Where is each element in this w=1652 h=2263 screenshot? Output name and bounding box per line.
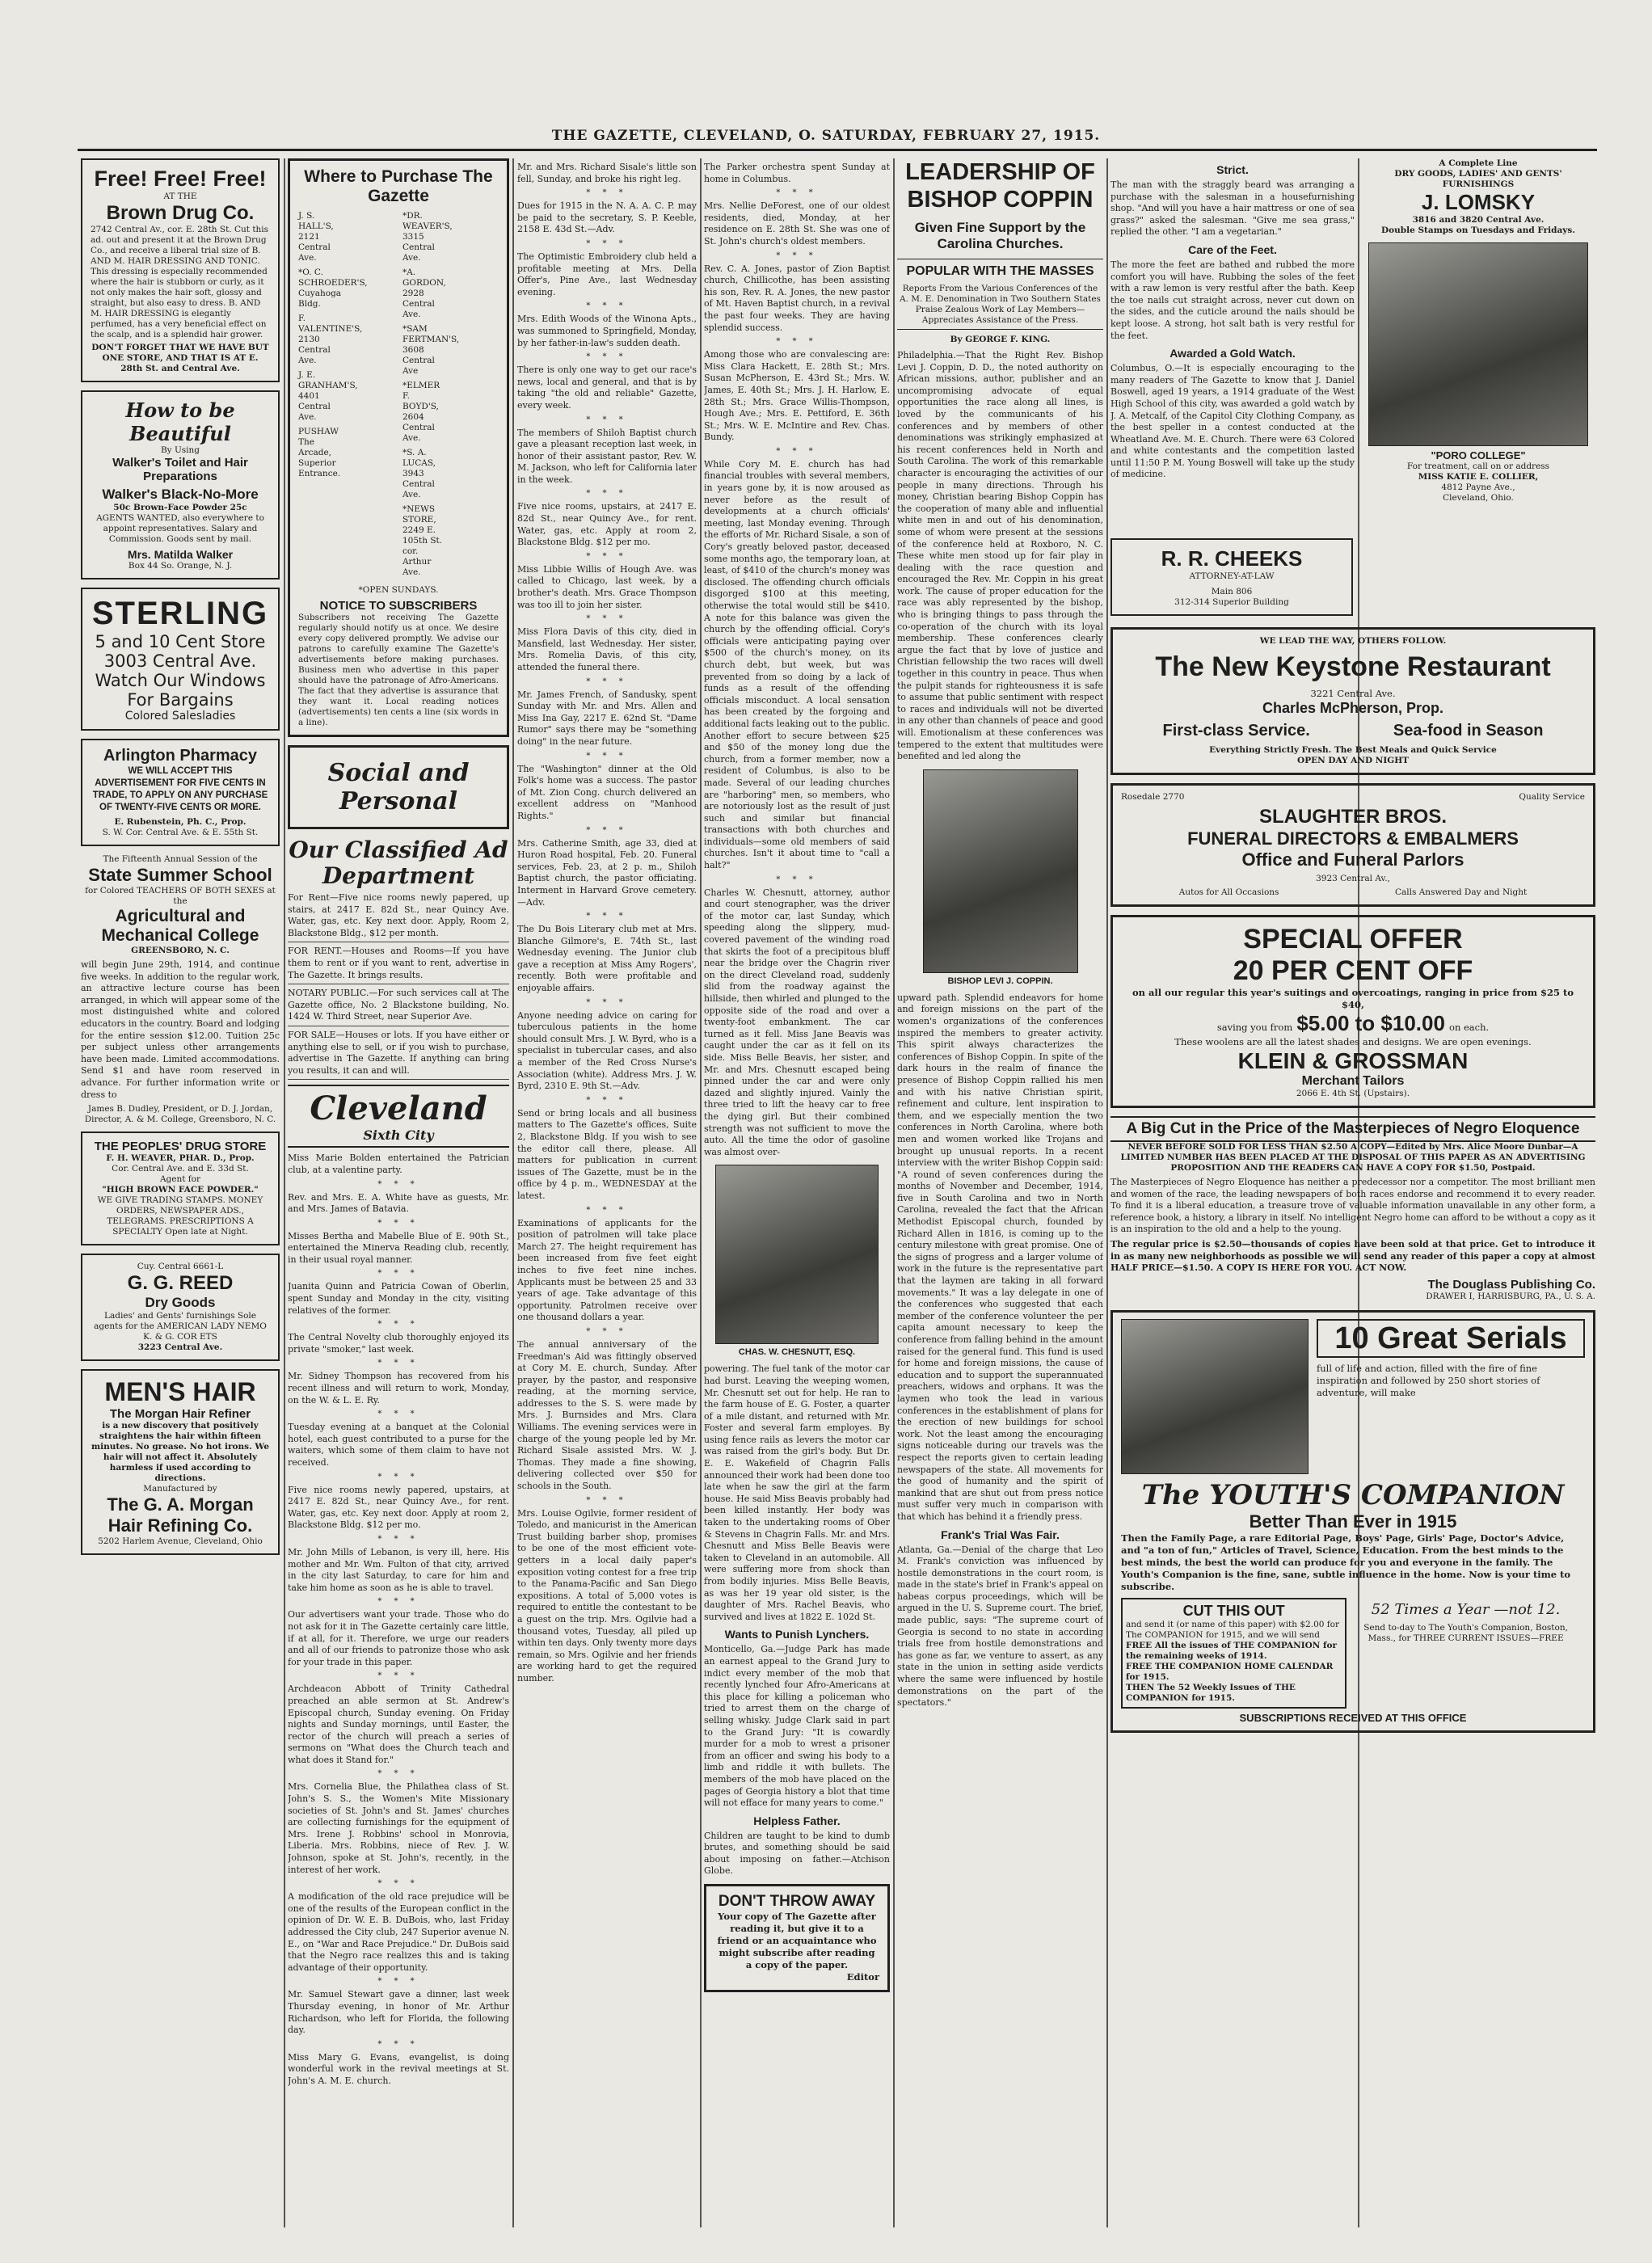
vendor-entry: *ELMER F. BOYD'S, 2604 Central Ave. — [402, 381, 440, 443]
ad-text: Autos for All Occasions — [1178, 887, 1279, 897]
news-item: The members of Shiloh Baptist church gave a pleasant reception last week, in honor of their assistant pastor, Rev. W. M. Jackson, who left for California later in the week. — [517, 427, 697, 485]
item-separator: * * * — [377, 1879, 419, 1889]
ad-body: WE WILL ACCEPT THIS ADVERTISEMENT FOR FIVE CENTS IN TRADE, TO APPLY ON ANY PURCHASE OF TWENTY-FIVE CENTS OR MORE. — [92, 766, 268, 812]
brown-drug-ad — [81, 158, 280, 382]
column-1 — [81, 158, 280, 2227]
article-body: Columbus, O.—It is especially encouraging to the many readers of The Gazette to know that J. Daniel Boswell, aged 19 years, a 1914 graduate of the West High School of this city, was awarded a gold watch by J. A. Metcalf, of the Capitol City Clothing Company, as the best speller in a contest conducted at the Wheatland Ave. M. E. Church. There were 63 Colored and white contestants and the competition lasted until 11:50 P. M. Young Boswell will take up the study of medicine. — [1110, 363, 1355, 480]
news-items — [704, 162, 890, 1158]
ad-text: Office and Funeral Parlors — [1241, 849, 1464, 870]
notice-title: NOTICE TO SUBSCRIBERS — [319, 599, 478, 613]
box-signature: Editor — [846, 1971, 879, 1983]
ad-headline: MEN'S HAIR — [104, 1377, 256, 1407]
item-separator: * * * — [776, 337, 818, 347]
morgan-hair-ad — [81, 1369, 280, 1555]
news-item: Juanita Quinn and Patricia Cowan of Oberlin, spent Sunday and Monday in the city, visiting relatives of the former. — [288, 1281, 509, 1316]
item-separator: * * * — [776, 874, 818, 884]
arlington-pharmacy-ad — [81, 739, 280, 846]
item-separator: * * * — [586, 415, 628, 424]
vendor-entry: *DR. WEAVER'S, 3315 Central Ave. — [402, 211, 453, 263]
ad-name: E. Rubenstein, Ph. C., Prop. — [114, 817, 247, 827]
item-separator: * * * — [586, 825, 628, 835]
ad-price: $5.00 to $10.00 — [1296, 1011, 1445, 1035]
ad-text: Watch Our Windows — [95, 671, 266, 690]
slaughter-bros-ad — [1110, 783, 1595, 907]
photo-caption: BISHOP LEVI J. COPPIN. — [947, 976, 1053, 986]
article-deck: Given Fine Support by the Carolina Churches. — [914, 220, 1086, 251]
coppin-headline-block — [897, 158, 1103, 330]
item-separator: * * * — [586, 188, 628, 198]
ad-body: The regular price is $2.50—thousands of copies have been sold at that price. Get to introduce it in as many new neighborhoods as possible we will send any reader of this paper a copy at almost HALF PRICE—$1.50. A COPY IS HERE FOR YOU. ACT NOW. — [1110, 1238, 1595, 1274]
news-item: Mrs. Edith Woods of the Winona Apts., was summoned to Springfield, Monday, by her father-in-law's sudden death. — [517, 314, 697, 348]
ad-body: 2742 Central Av., cor. E. 28th St. Cut this ad. out and present it at the Brown Drug Co., and receive a liberal trial size of B. AND M. HAIR DRESSING AND TONIC. This dressing is especially recommended where the hair is stubborn or curly, as it not only makes the hair soft, glossy and straight, but also easy to dress. B. AND M. HAIR DRESSING is elegantly perfumed, has a very beneficial effect on the scalp, and is a splendid hair grower. — [91, 225, 269, 339]
notice-signature: James B. Dudley, President, or D. J. Jordan, Director, A. & M. College, Greensboro, N. C. — [84, 1104, 276, 1125]
cheeks-ad — [1110, 538, 1353, 616]
notice-text: The Fifteenth Annual Session of the — [103, 854, 258, 864]
news-item: Five nice rooms, upstairs, at 2417 E. 82d St., near Quincy Ave., for rent. Water, gas, etc. Apply at room 2, Blackstone Bldg. $12 per mo. — [517, 501, 697, 548]
vendor-entry: J. S. HALL'S, 2121 Central Ave. — [298, 211, 334, 263]
coupon[interactable] — [1121, 1598, 1346, 1709]
where-to-purchase-box — [288, 158, 509, 737]
news-item: Mrs. Cornelia Blue, the Philathea class of St. John's S. S., the Women's Mite Missionary societies of St. John's and St. James' churches are collecting furnishings for the equipment of Mrs. Irene J. Robbins' school in Monrovia, Liberia. Mrs. Robbins, niece of Rev. J. W. Johnson, spoke at St. John's, recently, in the interest of her work. — [288, 1781, 509, 1875]
column-4 — [704, 158, 890, 2227]
ad-headline: STERLING — [91, 596, 269, 631]
ad-text: For treatment, call on or address — [1406, 461, 1550, 471]
ad-address: Cor. Central Ave. and E. 33d St. — [112, 1164, 249, 1174]
ad-address: Box 44 So. Orange, N. J. — [128, 561, 233, 571]
box-body: Your copy of The Gazette after reading it, but give it to a friend or an acquaintance who might subscribe after reading a copy of the paper. — [717, 1911, 877, 1971]
news-item: Examinations of applicants for the position of patrolmen will take place March 27. The height requirement has been increased from five feet eight inches to five feet nine inches. Applicants must be between 25 and 33 years of age. Take advantage of this opportunity. Patrolmen receive over one thousand dollars a year. — [517, 1217, 697, 1323]
ad-body: on all our regular this year's suitings and overcoatings, ranging in price from $25 to $40, — [1132, 987, 1574, 1010]
item-separator: * * * — [586, 997, 628, 1007]
news-item: Tuesday evening at a banquet at the Colonial hotel, each guest contributed to a purse for the waiters, which some of them claim to have not received. — [288, 1422, 509, 1468]
item-separator: * * * — [377, 1671, 419, 1681]
article-headline: Frank's Trial Was Fair. — [941, 1528, 1060, 1541]
item-separator: * * * — [377, 1534, 419, 1544]
ad-address: 4812 Payne Ave., — [1441, 483, 1515, 492]
item-separator: * * * — [377, 1320, 419, 1330]
ad-footer: DON'T FORGET THAT WE HAVE BUT ONE STORE, AND THAT IS AT E. 28th St. and Central Ave. — [91, 343, 269, 373]
ad-name: The G. A. Morgan Hair Refining Co. — [107, 1494, 254, 1536]
ad-text: Double Stamps on Tuesdays and Fridays. — [1381, 225, 1575, 235]
vendor-list-left — [298, 211, 394, 582]
column-5 — [897, 158, 1103, 2227]
poro-college-ad — [1362, 242, 1595, 504]
classified-item: FOR SALE—Houses or lots. If you have either or anything else to sell, or if you wish to purchase, advertise in The Gazette. If anything can bring you results, it can and will. — [288, 1030, 509, 1080]
ad-text: Send to-day to The Youth's Companion, Boston, Mass., for THREE CURRENT ISSUES—FREE — [1363, 1622, 1568, 1643]
section-title: Cleveland — [310, 1089, 487, 1128]
ad-text: Agent for — [159, 1174, 201, 1185]
ad-text: Better Than Ever in 1915 — [1249, 1511, 1457, 1532]
classified-item: NOTARY PUBLIC.—For such services call at The Gazette office, No. 2 Blackstone building, No. 1424 W. Third Street, near Superior Ave. — [288, 988, 509, 1026]
item-separator: * * * — [776, 188, 818, 198]
notice-body: will begin June 29th, 1914, and continue five weeks. In addition to the regular work, an attractive lecture course has been arranged, in which will appear some of the most distinguished white and colored educators in the country. Board and lodging for the entire session $12.00. Tuition 25c per subject unless other arrangements have been made. Limited accommodations. Send $1 and have room reserved in advance. For further information write or dress to — [81, 959, 280, 1100]
ad-headline: G. G. REED — [127, 1272, 234, 1295]
coppin-portrait — [923, 769, 1078, 973]
ad-text: Everything Strictly Fresh. The Best Meals and Quick Service — [1209, 745, 1497, 755]
column-rule — [512, 158, 514, 2227]
news-item: Send or bring locals and all business matters to The Gazette's offices, Suite 2, Blackstone Bldg. If you wish to see the editor call there, please. All matters for publication in current issues of The Gazette, must be in the office by 4 p. m., WEDNESDAY at the latest. — [517, 1107, 697, 1201]
notice-text: for Colored TEACHERS OF BOTH SEXES at the — [85, 886, 276, 906]
item-separator: * * * — [377, 1977, 419, 1987]
news-item: Mrs. Catherine Smith, age 33, died at Huron Road hospital, Feb. 20. Funeral services, Feb. 23, at 2 p. m., Shiloh Baptist church, the pastor officiating. Interment in Harvard Grove cemetery.—Adv. — [517, 837, 697, 908]
ad-product: "HIGH BROWN FACE POWDER." — [102, 1185, 259, 1195]
box-title: DON'T THROW AWAY — [718, 1893, 876, 1911]
ad-headline: THE PEOPLES' DRUG STORE — [94, 1140, 267, 1154]
ad-text: FUNERAL DIRECTORS & EMBALMERS — [1187, 828, 1519, 849]
ad-footer: SUBSCRIPTIONS RECEIVED AT THIS OFFICE — [1239, 1711, 1467, 1724]
column-rule — [284, 158, 285, 2227]
item-separator: * * * — [586, 1205, 628, 1215]
news-item: Mr. James French, of Sandusky, spent Sunday with Mr. and Mrs. Allen and Miss Ina Gay, 2217 E. 62nd St. "Dame Rumor" says there may be "something doing" in the near future. — [517, 689, 697, 747]
open-sundays-note: *OPEN SUNDAYS. — [358, 585, 439, 595]
article-headline: Helpless Father. — [753, 1814, 841, 1827]
article-body: upward path. Splendid endeavors for home and foreign missions on the part of the women's organizations of the conferences inspired the members to greater activity. This spirit always characterizes the conferences of Bishop Coppin. In spite of the dark hours in the realm of finance the presence of Bishop Coppin rallied his men and with his native Christian spirit, refinement and culture, lent inspiration to them, and we especially mention the two conferences in North Carolina, where both men and women worked like Trojans and brought up unusual reports. In a recent interview with the writer Bishop Coppin said: "A round of seven conferences during the months of November and December, 1914, five in South Carolina and two in North Carolina, revealed the fact that the African Methodist Episcopal church, founded by Richard Allen in 1816, is coming up to the century milestone with great promise. One of the signs of progress and a larger volume of work in the future is the representative part that the laymen are taking in all forward movements." It was a lay delegate in one of the conferences who suggested that each member of the conference volunteer the per capita amount necessary to keep the conference from falling behind in the amount raised for the general fund. This fund is used for home and foreign missions, the cause of education and to support the superannuated preachers, widows and orphans. It was the laymen who took the lead in various conferences in the establishment of plans for the erection of new buildings for school work. Not the least among the encouraging signs noticeable during our travels was the respect the reports given to certain leading newspapers of the state. All movements for the good of humanity and the spirit of mankind that are shut out from press notice must suffer very much in comparison with that which has behind it a friendly press. — [897, 992, 1103, 1522]
coupon-title: CUT THIS OUT — [1182, 1602, 1285, 1619]
section-title: Our Classified Ad Department — [289, 837, 508, 889]
ad-text: Sea-food in Season — [1393, 722, 1544, 740]
article-body: Philadelphia.—That the Right Rev. Bishop Levi J. Coppin, D. D., the noted authority on African missions, author, publisher and an uncompromising advocate of equal opportunities the race along all lines, is loved by the communicants of his conferences and by members of other denominations was strikingly emphasized at his recent conferences held in North and South Carolina. The work of this remarkable character is encouraging the activities of our people in many directions. Through his money, Christian bearing Bishop Coppin has the cooperation of many able and influential white men in and out of his denomination, some of whom were present at the sessions of the conference held at Roxboro, N. C. These white men stood up for fair play in dealing with the race question and encouraged the Rev. Mr. Coppin in his great work. The cause of proper education for the race was ably represented by the bishop, who is bringing things to pass through the co-operation of the church with its loyal membership. These conferences clearly argue the fact that by love of justice and Christian fellowship the two races will dwell together in this country in peace. Thus when the pulpit stands for righteousness it is safe to assume that public sentiment with respect to races and individuals will not be diverted in any other than channels of peace and good will. Emotionalism at these conferences was tempered to the extent that multitudes were benefited and led along the — [897, 350, 1103, 762]
ad-address: 3223 Central Ave. — [137, 1342, 223, 1353]
ad-address: S. W. Cor. Central Ave. & E. 55th St. — [102, 828, 259, 837]
coupon-text: FREE All the issues of THE COMPANION for the remaining weeks of 1914. — [1126, 1640, 1338, 1661]
news-item: The Parker orchestra spent Sunday at home in Columbus. — [704, 162, 890, 184]
youths-companion-ad — [1110, 1310, 1595, 1733]
news-item: The annual anniversary of the Freedman's Aid was fittingly observed at Cory M. E. church, Sunday. After prayer, by the pastor, and responsive reading, at the morning service, addresses to the S. S. were made by Mrs. J. Burnsides and Mrs. Clara Williams. The evening services were in charge of the young people led by Mr. Richard Sisale assisted Mrs. W. J. Thomas. They made a fine showing, delivering collected over $50 for schools in the South. — [517, 1338, 697, 1492]
item-separator: * * * — [586, 301, 628, 311]
classified-item: For Rent—Five nice rooms newly papered, up stairs, at 2417 E. 82d St., near Quincy Ave. Water, gas, etc. Key next door. Apply, Room 2, Blackstone Bldg., $12 per month. — [288, 892, 509, 942]
item-separator: * * * — [776, 251, 818, 260]
column-rule — [893, 158, 895, 2227]
ad-headline: Free! Free! Free! — [94, 166, 267, 191]
ad-headline: J. LOMSKY — [1421, 190, 1536, 214]
ad-text: 5 and 10 Cent Store — [95, 632, 266, 651]
chesnutt-portrait — [715, 1165, 879, 1344]
ad-name: Brown Drug Co. — [106, 202, 255, 224]
news-item: Miss Flora Davis of this city, died in Mansfield, last Wednesday. Her sister, Mrs. Romelia Davis, of this city, attended the funeral there. — [517, 626, 697, 672]
item-separator: * * * — [377, 1769, 419, 1779]
article-body: Atlanta, Ga.—Denial of the charge that Leo M. Frank's conviction was influenced by hostile demonstrations in the court room, is made in the state's brief in Frank's appeal on habeas corpus proceedings, which will be argued in the U. S. Supreme court. The brief, made public, says: "The supreme court of Georgia is second to no state in according trials free from hostile demonstrations and has gone as far, we venture to assert, as any state in the union in setting aside verdicts where the same were influenced by hostile demonstrations on the part of the spectators." — [897, 1544, 1103, 1709]
news-item: Archdeacon Abbott of Trinity Cathedral preached an able sermon at St. Andrew's Episcopal church, Sunday evening. On Friday nights and Sunday mornings, until Easter, the rector of the church will preach a series of sermons on "What does the Church teach and what does it Stand for." — [288, 1684, 509, 1765]
news-item: Mr. John Mills of Lebanon, is very ill, here. His mother and Mr. Wm. Fulton of that city, arrived in the city last Saturday, to care for him and take him home as soon as he is able to travel. — [288, 1546, 509, 1593]
news-items — [288, 1153, 509, 2087]
news-item: Charles W. Chesnutt, attorney, author and court stenographer, was the driver of the motor car, last Sunday, which speeding along the slippery, mud-covered pavement of the winding road that skirts the foot of a precipitous bluff near the bridge over the Chagrin river on the direct Cleveland road, suddenly slid from the roadway against the hillside, then whirled and plunged to the opposite side of the road and over a twenty-foot embankment. The car turned as it fell. Miss Jane Beavis was caught under the car as it fell on its side. Miss Belle Beavis, her sister, and Mr. and Mrs. Chesnutt escaped being pinned under the car and were only dazed and slightly injured. Vainly the three tried to lift the heavy car to free the dying girl. But their combined strength was not sufficient to move the auto. All the time the odor of gasoline was almost over- — [704, 887, 890, 1157]
poro-product-image — [1368, 242, 1588, 446]
article-deck: POPULAR WITH THE MASSES — [897, 259, 1103, 279]
ad-name: Charles McPherson, Prop. — [1262, 700, 1444, 716]
item-separator: * * * — [586, 1326, 628, 1336]
vendor-entry: *A. GORDON, 2928 Central Ave. — [402, 268, 446, 319]
news-item: Dues for 1915 in the N. A. A. C. P. may be paid to the secretary, S. P. Keeble, 2158 E. 43d St.—Adv. — [517, 200, 697, 235]
article-headline: LEADERSHIP OF — [905, 159, 1095, 185]
ad-headline: A Big Cut in the Price of the Masterpieces of Negro Eloquence — [1110, 1116, 1595, 1142]
ad-headline: The New Keystone Restaurant — [1155, 651, 1551, 682]
ad-text: Dry Goods — [145, 1295, 216, 1311]
notice-headline: Agricultural and Mechanical College — [101, 907, 259, 945]
ad-text: 52 Times a Year —not 12. — [1371, 1600, 1561, 1618]
item-separator: * * * — [377, 1410, 419, 1419]
notice-headline: State Summer School — [88, 865, 272, 885]
ad-body: is a new discovery that positively straightens the hair within fifteen minutes. No grease. No hot irons. We hair will not affect it. Absolutely harmless if used according to directions. — [91, 1421, 270, 1484]
coupon-text: FREE THE COMPANION HOME CALENDAR for 1915. — [1126, 1661, 1334, 1682]
wide-ads — [1110, 538, 1595, 1741]
cleveland-section — [288, 1085, 509, 1148]
classified-item: FOR RENT.—Houses and Rooms—If you have them to rent or if you want to rent, advertise in The Gazette. It brings results. — [288, 946, 509, 984]
ad-headline: R. R. CHEEKS — [1161, 546, 1303, 571]
ad-text: AT THE — [163, 192, 197, 201]
news-item: Mrs. Nellie DeForest, one of our oldest residents, died, Monday, at her residence on E. 28th St. She was one of St. John's church's oldest members. — [704, 200, 890, 247]
news-item: powering. The fuel tank of the motor car had burst. Leaving the weeping women, Mr. Chesnutt set out for help. He ran to the farm house of E. G. Foster, a quarter of a mile distant, and returned with Mr. Foster and several farm employes. By using fence rails as levers the motor car was raised from the girl's body. But Dr. E. E. Wakefield of Chagrin Falls announced their work had been done too late when he saw the girl at the farm house. He said Miss Beavis probably had been killed instantly. Her body was taken to the undertaking rooms of Ober & Stevens in Chagrin Falls. Mr. and Mrs. Chesnutt and Miss Belle Beavis were taken to Cleveland in an automobile. All were suffering more from shock than from bodily injuries. Miss Belle Beavis, as was her 19 year old sister, is the daughter of Mrs. Rachel Beavis, who survived and lives at 1822 E. 102d St. — [704, 1363, 890, 1622]
item-separator: * * * — [586, 1095, 628, 1105]
news-item: Anyone needing advice on caring for tuberculous patients in the home should consult Mrs. J. W. Byrd, who is a specialist in tubercular cases, and also a member of the Red Cross Nurse's Association (white). Address Mrs. J. W. Byrd, 2310 E. 9th St.—Adv. — [517, 1009, 697, 1092]
ad-address: 5202 Harlem Avenue, Cleveland, Ohio — [98, 1536, 263, 1547]
article-body: Monticello, Ga.—Judge Park has made an earnest appeal to the Grand Jury to indict every member of the mob that recently lynched four Afro-Americans at this place for killing a policeman who tried to arrest them on the charge of selling whisky. Judge Clark said in part to the Grand Jury: "It is cowardly murder for a mob to wrest a prisoner from an officer and swing his body to a limb and riddle it with bullets. The members of the mob have placed on the pages of Georgia history a blot that time will not efface for many years to come." — [704, 1644, 890, 1809]
vendor-entry: F. VALENTINE'S, 2130 Central Ave. — [298, 314, 363, 365]
klein-grossman-ad — [1110, 915, 1595, 1108]
social-personal-banner — [288, 745, 509, 829]
ad-text: WE LEAD THE WAY, OTHERS FOLLOW. — [1259, 636, 1447, 646]
ad-name: MISS KATIE E. COLLIER, — [1418, 472, 1539, 482]
ad-headline: SLAUGHTER BROS. — [1258, 806, 1447, 828]
article-headline: Strict. — [1216, 163, 1249, 176]
ad-product: The Morgan Hair Refiner — [109, 1407, 251, 1422]
item-separator: * * * — [586, 489, 628, 499]
walker-ad — [81, 390, 280, 579]
vendor-entry: *NEWS STORE, 2249 E. 105th St. cor. Arthur Ave. — [402, 504, 443, 577]
ad-body: AGENTS WANTED, also everywhere to appoint representatives. Salary and Commission. Goods sent by mail. — [96, 513, 264, 544]
ad-name: KLEIN & GROSSMAN — [1237, 1048, 1469, 1073]
ad-text: By Using — [160, 445, 200, 455]
ad-product: "PORO COLLEGE" — [1431, 449, 1526, 461]
item-separator: * * * — [377, 1179, 419, 1189]
article-headline: BISHOP COPPIN — [907, 187, 1094, 213]
ad-text: Quality Service — [1519, 792, 1585, 802]
ad-phone: Main 806 — [1211, 587, 1253, 596]
item-separator: * * * — [377, 1597, 419, 1607]
ad-name: The YOUTH'S COMPANION — [1141, 1478, 1565, 1511]
vendor-entry: *S. A. LUCAS, 3943 Central Ave. — [402, 448, 436, 499]
ad-text: First-class Service. — [1162, 722, 1310, 740]
ad-text: Colored Salesladies — [124, 710, 236, 723]
ad-text: Merchant Tailors — [1301, 1074, 1405, 1088]
ad-body: full of life and action, filled with the fire of fine inspiration and followed by 250 short stories of adventure, will make — [1317, 1362, 1540, 1398]
news-item: Mr. Sidney Thompson has recovered from his recent illness and will return to work, Monday, on the W. & L. E. Ry. — [288, 1371, 509, 1405]
item-separator: * * * — [377, 1472, 419, 1481]
reed-dry-goods-ad — [81, 1254, 280, 1361]
article-headline: Wants to Punish Lynchers. — [724, 1628, 870, 1641]
news-item: A modification of the old race prejudice will be one of the results of the European conflict in the opinion of Dr. W. E. B. DuBois, who, last Friday addressed the City club, 247 Superior avenue N. E., on "War and Race Prejudice." Dr. DuBois said that the Negro race realizes this and is taking advantage of their opportunity. — [288, 1891, 509, 1973]
ad-phone: Cuy. Central 6661-L — [137, 1262, 224, 1272]
news-item: Mrs. Louise Ogilvie, former resident of Toledo, and manicurist in the American Trust building barber shop, promises to be one of the most efficient vote-getters in a local daily paper's exposition voting contest for a free trip to the Panama-Pacific and San Diego expositions. A total of 5,000 votes is required to entitle the contestant to be a guest on the trip. Mrs. Ogilvie had a thousand votes, Tuesday, all piled up within ten days. Only twenty more days remain, so Mrs. Ogilvie and her friends are working hard to get the required number. — [517, 1507, 697, 1684]
article-body: Children are taught to be kind to dumb brutes, and something should be said about imposing on father.—Atchison Globe. — [704, 1830, 890, 1877]
item-separator: * * * — [586, 551, 628, 561]
news-item: While Cory M. E. church has had financial troubles with several members, in years gone by, it is now aroused as never before as the result of developments at a church officials' meeting, last Monday evening. Through the efforts of Mr. Richard Sisale, a son of Cory's greatly beloved pastor, deceased some months ago, the temporary loan, at least, of $410 of the church's money was disclosed. The offending church officials disgorged $100 at this meeting, otherwise the total would still be $410. A note for this balance was given the church by the offending official. Cory's officials were anticipating paying over $500 of the church's money, on its church debt, but week, but was prevented from so doing by a lack of funds as a result of the offending officials misconduct. A local sensation has been created by the forgoing and additional facts leaking out to the public. Another effort to secure between $25 and $50 of the money long due the church, from a former member, now a resident of Columbus, is also to be made. Several of our leading churches are "harboring" men, so members, who are notoriously lost as the result of just such and similar but financial transactions with both churches and individuals—some old members of said churches. Isn't it about time to "call a halt?" — [704, 458, 890, 871]
article-body: The man with the straggly beard was arranging a purchase with the salesman in a housefurnishing shop. "And will you have a hair mattress or one of sea grass?" asked the salesman. "Give me sea grass," replied the other. "I am a vegetarian." — [1110, 179, 1355, 238]
news-item: There is only one way to get our race's news, local and general, and that is by taking "the old and reliable" Gazette, every week. — [517, 365, 697, 411]
item-separator: * * * — [586, 676, 628, 686]
news-item: Our advertisers want your trade. Those who do not ask for it in The Gazette certainly care little, if at all, for it. Therefore, we urge our readers and all of our friends to patronize those who ask for your trade in this paper. — [288, 1609, 509, 1667]
item-separator: * * * — [377, 1359, 419, 1368]
notice-text: GREENSBORO, N. C. — [131, 946, 230, 955]
item-separator: * * * — [586, 238, 628, 248]
ad-body: Then the Family Page, a rare Editorial Page, Boys' Page, Girls' Page, Doctor's Advice, and "a ton of fun," Articles of Travel, Science, Education. From the best minds to the best minds, the best the world can produce for you and everyone in the family. The Youth's Companion is the fine, sane, subtle influence in the home. Now is your time to subscribe. — [1121, 1532, 1571, 1592]
ad-address: 3221 Central Ave. — [1310, 688, 1396, 699]
item-separator: * * * — [377, 1218, 419, 1228]
news-item: Misses Bertha and Mabelle Blue of E. 90th St., entertained the Minerva Reading club, recently, in their usual royal manner. — [288, 1230, 509, 1265]
article-byline: By GEORGE F. KING. — [950, 335, 1051, 344]
vendor-entry: PUSHAW The Arcade, Superior Entrance. — [298, 427, 341, 478]
ad-address: 3816 and 3820 Central Ave. — [1412, 215, 1545, 225]
coupon-text: and send it (or name of this paper) with $2.00 for The COMPANION for 1915, and we will send — [1126, 1619, 1339, 1640]
ad-product: Walker's Toilet and Hair Preparations — [112, 456, 248, 483]
coupon-text: THEN The 52 Weekly Issues of THE COMPANION for 1915. — [1126, 1682, 1296, 1703]
ad-headline: SPECIAL OFFER — [1243, 924, 1463, 955]
ad-body: WE GIVE TRADING STAMPS. MONEY ORDERS, NEWSPAPER ADS., TELEGRAMS. PRESCRIPTIONS A SPECIALTY Open late at Night. — [97, 1195, 263, 1237]
ad-headline: 10 Great Serials — [1317, 1319, 1585, 1358]
ad-body: The Masterpieces of Negro Eloquence has neither a predecessor nor a competitor. The most brilliant men and women of the race, the leading newspapers of both races endorse and recommend it to every reader. To find it is a liberal education, a treasure trove of valuable information unavailable in any other form, a reference book, a history, a library in itself. No intelligent Negro home can afford to be without a copy as it is an inspiration to the old and a help to the young. — [1110, 1177, 1595, 1235]
column-2 — [288, 158, 509, 2227]
column-rule — [1106, 158, 1108, 2227]
news-item: Mr. and Mrs. Richard Sisale's little son fell, Sunday, and broke his right leg. — [517, 162, 697, 184]
ad-text: DRY GOODS, LADIES' AND GENTS' FURNISHINGS — [1394, 169, 1562, 189]
ad-address: DRAWER I, HARRISBURG, PA., U. S. A. — [1426, 1291, 1595, 1301]
item-separator: * * * — [586, 751, 628, 761]
item-separator: * * * — [776, 446, 818, 456]
ad-address: 312-314 Superior Building — [1174, 597, 1289, 607]
vendor-entry: J. E. GRANHAM'S, 4401 Central Ave. — [298, 370, 358, 422]
item-separator: * * * — [377, 2039, 419, 2049]
news-item: Rev. C. A. Jones, pastor of Zion Baptist church, Chillicothe, has been assisting his son, Rev. R. A. Jones, the new pastor of Mt. Haven Baptist church, in a revival the past four weeks. They are having splendid success. — [704, 263, 890, 333]
news-item: Miss Mary G. Evans, evangelist, is doing wonderful work in the revival meetings at St. John's A. M. E. church. — [288, 2051, 509, 2086]
ad-text: For Bargains — [127, 690, 234, 710]
peoples-drug-ad — [81, 1132, 280, 1245]
ad-text: A Complete Line — [1439, 158, 1518, 168]
ad-text: saving you from — [1216, 1022, 1293, 1033]
section-title: Social and Personal — [327, 759, 470, 815]
classified-list — [288, 892, 509, 1080]
item-separator: * * * — [377, 1269, 419, 1279]
classified-department — [288, 837, 509, 1080]
photo-caption: CHAS. W. CHESNUTT, ESQ. — [738, 1347, 856, 1358]
news-item: The "Washington" dinner at the Old Folk's home was a success. The pastor of Mt. Zion Cong. church delivered an excellent address on "Manhood Rights." — [517, 763, 697, 821]
news-item: The Central Novelty club thoroughly enjoyed its private "smoker," last week. — [288, 1332, 509, 1355]
ad-text: OPEN DAY AND NIGHT — [1297, 756, 1409, 765]
item-separator: * * * — [586, 614, 628, 624]
vendor-entry: *O. C. SCHROEDER'S, Cuyahoga Bldg. — [298, 268, 368, 309]
notice-body: Subscribers not receiving The Gazette regularly should notify us at once. We desire every copy delivered promptly. We advise our patrons to carefully examine The Gazette's advertisements before making purchases. Business men who advertise in this paper should have the patronage of Afro-Americans. The fact that they advertise is assurance that they want it. Local reading notices (advertisements) ten cents a line (six words in a line). — [298, 613, 499, 727]
column-3 — [517, 158, 697, 2227]
ad-name: Mrs. Matilda Walker — [127, 548, 234, 561]
ad-headline: Arlington Pharmacy — [103, 747, 258, 765]
ad-name: F. H. WEAVER, PHAR. D., Prop. — [106, 1153, 255, 1164]
ad-text: Calls Answered Day and Night — [1394, 887, 1528, 897]
summer-school-notice — [81, 854, 280, 1125]
sterling-ad — [81, 588, 280, 731]
ad-headline: 20 PER CENT OFF — [1233, 955, 1473, 986]
article-headline: Care of the Feet. — [1188, 242, 1277, 256]
ad-address: Cleveland, Ohio. — [1443, 493, 1514, 503]
ad-phone: Rosedale 2770 — [1121, 792, 1185, 802]
news-item: Miss Libbie Willis of Hough Ave. was called to Chicago, last week, by a brother's death. Mrs. Grace Thompson was too ill to join her sister. — [517, 563, 697, 610]
ad-deck: NEVER BEFORE SOLD FOR LESS THAN $2.50 A COPY—Edited by Mrs. Alice Moore Dunbar—A LIMITED NUMBER HAS BEEN PLACED AT THE DISPOSAL OF THIS PAPER AS AN ADVERTISING PROPOSITION AND THE READERS CAN HAVE A COPY FOR $1.50, Postpaid. — [1120, 1142, 1586, 1173]
article-deck: Reports From the Various Conferences of the A. M. E. Denomination in Two Southern States Praise Zealous Work of Lay Members—Appreciates Assistance of the Press. — [900, 284, 1101, 325]
masthead: THE GAZETTE, CLEVELAND, O. SATURDAY, FEBRUARY 27, 1915. — [551, 128, 1101, 144]
vendor-entry: *SAM FERTMAN'S, 3608 Central Ave — [402, 324, 460, 376]
ad-name: The Douglass Publishing Co. — [1427, 1277, 1595, 1292]
dont-throw-away-box — [704, 1884, 890, 1992]
item-separator: * * * — [586, 912, 628, 921]
column-7 — [1362, 158, 1595, 530]
item-separator: * * * — [586, 1495, 628, 1505]
news-item: Mr. Samuel Stewart gave a dinner, last week Thursday evening, in honor of Mr. Arthur Richardson, who left for Florida, the following day. — [288, 1989, 509, 2036]
box-title: Where to Purchase The Gazette — [304, 167, 493, 205]
news-item: Five nice rooms newly papered, upstairs, at 2417 E. 82d St., near Quincy Ave., for rent. Water, gas, etc. Key next door. Apply at room 2, Blackstone Bldg. $12 per mo. — [288, 1484, 509, 1531]
ad-address: 3923 Central Av., — [1316, 874, 1390, 883]
ad-address: 2066 E. 4th St. (Upstairs). — [1296, 1089, 1410, 1098]
ad-price: 50c Brown-Face Powder 25c — [113, 503, 247, 512]
ad-text: Manufactured by — [143, 1484, 217, 1494]
keystone-restaurant-ad — [1110, 627, 1595, 775]
ad-body: These woolens are all the latest shades and designs. We are open evenings. — [1174, 1036, 1532, 1047]
section-subtitle: Sixth City — [363, 1127, 434, 1144]
masthead-rule — [78, 149, 1597, 151]
article-headline: Awarded a Gold Watch. — [1169, 347, 1296, 360]
news-item: The Optimistic Embroidery club held a profitable meeting at Mrs. Della Offer's, Pine Ave., last Wednesday evening. — [517, 251, 697, 297]
ad-address: 3003 Central Ave. — [103, 651, 257, 671]
ad-body: Ladies' and Gents' furnishings Sole agents for the AMERICAN LADY NEMO K. & G. COR ETS — [94, 1311, 267, 1342]
news-item: Rev. and Mrs. E. A. White have as guests, Mr. and Mrs. James of Batavia. — [288, 1191, 509, 1215]
ad-product: Walker's Black-No-More — [102, 487, 259, 502]
news-item: The Du Bois Literary club met at Mrs. Blanche Gilmore's, E. 74th St., last Wednesday evening. The Junior club gave a reception at Miss Amy Rogers', recently. Both were profitable and enjoyable affairs. — [517, 924, 697, 994]
ad-headline: How to be Beautiful — [125, 398, 235, 445]
news-item: Miss Marie Bolden entertained the Patrician club, at a valentine party. — [288, 1153, 509, 1175]
news-items — [517, 162, 697, 1685]
article-body: The more the feet are bathed and rubbed the more comfort you will have. Rubbing the soles of the feet with a raw lemon is very restful after the bath. Keep the toe nails cut straight across, never cut down on the sides, and the cuticle around the nails should be kept loose. A strong, hot salt bath is very restful for the feet. — [1110, 259, 1355, 341]
reader-illustration — [1121, 1319, 1309, 1474]
ad-text: on each. — [1449, 1022, 1490, 1033]
column-rule — [700, 158, 702, 2227]
vendor-list-right — [402, 211, 499, 582]
item-separator: * * * — [586, 352, 628, 362]
ad-text: ATTORNEY-AT-LAW — [1189, 571, 1275, 581]
news-item: Among those who are convalescing are: Miss Clara Hackett, E. 28th St.; Mrs. Susan McPherson, E. 43rd St.; Mrs. W. James, E. 40th St.; Mrs. J. H. Harlow, E. 28th St.; Mrs. Grace Willis-Thompson, Hough Ave.; Mrs. E. Pettiford, E. 36th St.; Mrs. W. E. McIntire and Rev. Chas. Bundy. — [704, 349, 890, 443]
lomsky-ad — [1362, 158, 1595, 236]
eloquence-ad — [1110, 1116, 1595, 1302]
